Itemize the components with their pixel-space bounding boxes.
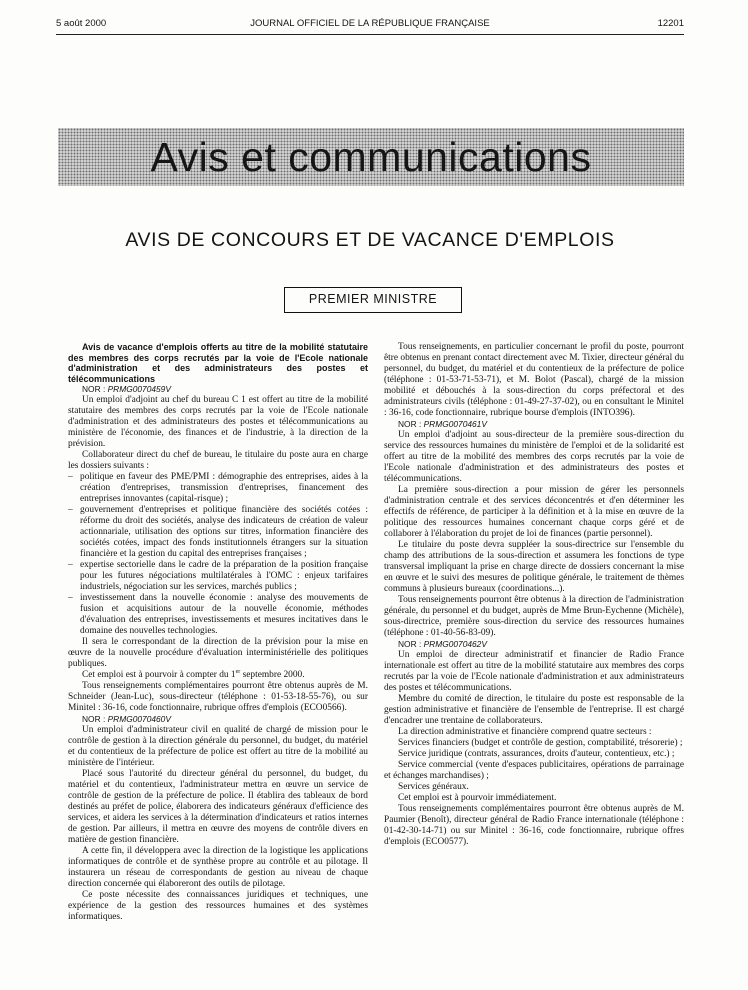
nor-reference (384, 419, 684, 430)
paragraph (68, 670, 368, 681)
bullet-list (68, 472, 368, 637)
paragraph: Le titulaire du poste devra suppléer la sous-directrice sur l'ensemble du champ des attributions de la sous-direction et assumera les fonctions de type transversal impliquant la prise en charge directe de dossiers concernant la mise en œuvre et le suivi des mesures de politique générale, le traitement de thèmes communs à plusieurs bureaux (coordinations...). (384, 540, 684, 594)
header-date: 5 août 2000 (56, 18, 107, 29)
paragraph: Un emploi d'adjoint au chef du bureau C 1 est offert au titre de la mobilité statutaire des membres des corps recrutés par la voie de l'Ecole nationale d'administration et des administrateurs des postes et télécommunications au ministère de l'économie, des finances et de l'industrie, à la direction de la prévision. (68, 395, 368, 449)
paragraph: Tous renseignements pourront être obtenus à la direction de l'administration générale, du personnel et du budget, auprès de Mme Brun-Eychenne (Michèle), sous-directrice, première sous-direction du service des ressources humaines (téléphone : 01-40-56-83-09). (384, 595, 684, 638)
article-title: Avis de vacance d'emplois offerts au titre de la mobilité statutaire des membres des corps recrutés par la voie de l'Ecole nationale d'administration et des administrateurs des postes et télécommunications (68, 342, 368, 384)
nor-prefix: NOR : (82, 384, 106, 394)
nor-reference (68, 714, 368, 725)
superscript: er (235, 668, 241, 675)
nor-code: PRMG0070460V (107, 714, 171, 724)
nor-prefix: NOR : (398, 419, 422, 429)
text-run: septembre 2000. (240, 670, 305, 680)
bullet-item: – investissement dans la nouvelle économie : analyse des mouvements de fusion et acquisitions autour de la nouvelle économie, méthodes d'évaluation des entreprises, investissements et mesures incitatives dans le domaine des nouvelles technologies. (80, 593, 368, 637)
paragraph: Un emploi de directeur administratif et financier de Radio France internationale est offert au titre de la mobilité statutaire aux membres des corps recrutés par la voie de l'Ecole nationale d'administration et aux administrateurs des postes et télécommunications. (384, 650, 684, 693)
paragraph: A cette fin, il développera avec la direction de la logistique les applications informatiques de contrôle et de synthèse propre au contrôle et au pilotage. Il instaurera un réseau de correspondants de gestion au niveau de chaque direction concernée qui élaboreront des outils de pilotage. (68, 846, 368, 889)
paragraph: Services financiers (budget et contrôle de gestion, comptabilité, trésorerie) ; (398, 738, 683, 748)
paragraph: Il sera le correspondant de la direction de la prévision pour la mise en œuvre de la nouvelle procédure d'évaluation interministérielle des politiques publiques. (68, 637, 368, 669)
nor-code: PRMG0070462V (423, 639, 487, 649)
paragraph: Cet emploi est à pourvoir immédiatement. (398, 793, 557, 803)
bullet-item: – gouvernement d'entreprises et politique financière des sociétés cotées : réforme du droit des sociétés, analyse des indicateurs de création de valeur actionnariale, utilisation des options sur titres, information financière des sociétés cotées, impact des fonds institutionnels étrangers sur la situation financière et la gestion du capital des entreprises françaises ; (80, 505, 368, 560)
bullet-item: – expertise sectorielle dans le cadre de la préparation de la position française pour les futures négociations multilatérales à l'OMC : enjeux tarifaires industriels, négociation sur les services, marchés publics ; (80, 560, 368, 593)
text-run: Cet emploi est à pourvoir à compter du 1 (82, 670, 236, 680)
nor-reference (68, 384, 368, 395)
banner-title: Avis et communications (150, 134, 592, 180)
nor-prefix: NOR : (82, 714, 106, 724)
header-journal-title: JOURNAL OFFICIEL DE LA RÉPUBLIQUE FRANÇAISE (250, 18, 490, 29)
right-column (384, 342, 684, 848)
nor-prefix: NOR : (398, 639, 422, 649)
paragraph: Un emploi d'administrateur civil en qualité de chargé de mission pour le contrôle de gestion à la direction générale du personnel, du budget, du matériel et du contentieux de la préfecture de police est offert au titre de la mobilité au ministère de l'intérieur. (68, 725, 368, 768)
paragraph: Un emploi d'adjoint au sous-directeur de la première sous-direction du service des ressources humaines du ministère de l'emploi et de la solidarité est offert au titre de la mobilité des membres des corps recrutés par la voie de l'Ecole nationale d'administration et des administrateurs des postes et télécommunications. (384, 430, 684, 484)
nor-reference (384, 639, 684, 650)
paragraph: La direction administrative et financière comprend quatre secteurs : (398, 727, 652, 737)
paragraph: Tous renseignements complémentaires pourront être obtenus auprès de M. Schneider (Jean-Luc), sous-directeur (téléphone : 01-53-18-55-76), ou sur Minitel : 36-16, code fonctionnaire, rubrique offres d'emplois (ECO0566). (68, 681, 368, 713)
paragraph: Ce poste nécessite des connaissances juridiques et techniques, une expérience de la gestion des ressources humaines et des systèmes informatiques. (68, 890, 368, 922)
header-rule (56, 34, 684, 35)
paragraph: Tous renseignements complémentaires pourront être obtenus auprès de M. Paumier (Benoît), directeur général de Radio France internationale (téléphone : 01-42-30-14-71) ou sur Minitel : 36-16, code fonctionnaire, rubrique offres d'emplois (ECO0577). (384, 804, 684, 847)
paragraph: Placé sous l'autorité du directeur général du personnel, du budget, du matériel et du contentieux, l'administrateur mettra en œuvre un service de contrôle de gestion de la préfecture de police. Il établira des tableaux de bord destinés au préfet de police, élaborera des indicateurs généraux d'efficience des services, et aidera les services à la détermination d'indicateurs et ratios internes de gestion. Par ailleurs, il mettra en œuvre des moyens de contrôle divers en matière de gestion financière. (68, 769, 368, 845)
paragraph: Service juridique (contrats, assurances, droits d'auteur, contentieux, etc.) ; (398, 749, 675, 759)
left-column (68, 342, 368, 923)
bullet-item: – politique en faveur des PME/PMI : démographie des entreprises, aides à la création d'entreprises, transmission d'entreprises, financement des entreprises innovantes (capital-risque) ; (80, 472, 368, 505)
paragraph: Service commercial (vente d'espaces publicitaires, opérations de parrainage et échanges marchandises) ; (384, 760, 684, 781)
nor-code: PRMG0070459V (107, 384, 171, 394)
paragraph: Membre du comité de direction, le titulaire du poste est responsable de la gestion administrative et financière de l'ensemble de l'entreprise. Il est chargé d'encadrer une trentaine de collaborateurs. (384, 694, 684, 726)
ministry-box: PREMIER MINISTRE (284, 287, 462, 313)
paragraph: Collaborateur direct du chef de bureau, le titulaire du poste aura en charge les dossiers suivants : (68, 450, 368, 471)
paragraph: La première sous-direction a pour mission de gérer les personnels d'administration centrale et des services déconcentrés et d'en déterminer les effectifs de référence, de participer à la définition et à la mise en œuvre de la politique des ressources humaines concernant chaque corps géré et de collaborer à l'élaboration du projet de loi de finances (partie personnel). (384, 485, 684, 539)
nor-code: PRMG0070461V (423, 419, 487, 429)
paragraph: Services généraux. (398, 782, 469, 792)
page-header (56, 18, 684, 32)
section-title: AVIS DE CONCOURS ET DE VACANCE D'EMPLOIS (125, 229, 615, 251)
banner (58, 128, 684, 186)
header-page-number: 12201 (657, 18, 684, 29)
paragraph: Tous renseignements, en particulier concernant le profil du poste, pourront être obtenus en prenant contact directement avec M. Tixier, directeur général du personnel, du budget, du matériel et du contentieux de la préfecture de police (téléphone : 01-53-71-53-71), et M. Bolot (Pascal), chargé de la mission mobilité et débouchés à la sous-direction du corps préfectoral et des administrateurs civils (téléphone : 01-49-27-37-02), ou en consultant le Minitel : 36-16, code fonctionnaire, rubrique bourse d'emplois (INTO396). (384, 342, 684, 418)
